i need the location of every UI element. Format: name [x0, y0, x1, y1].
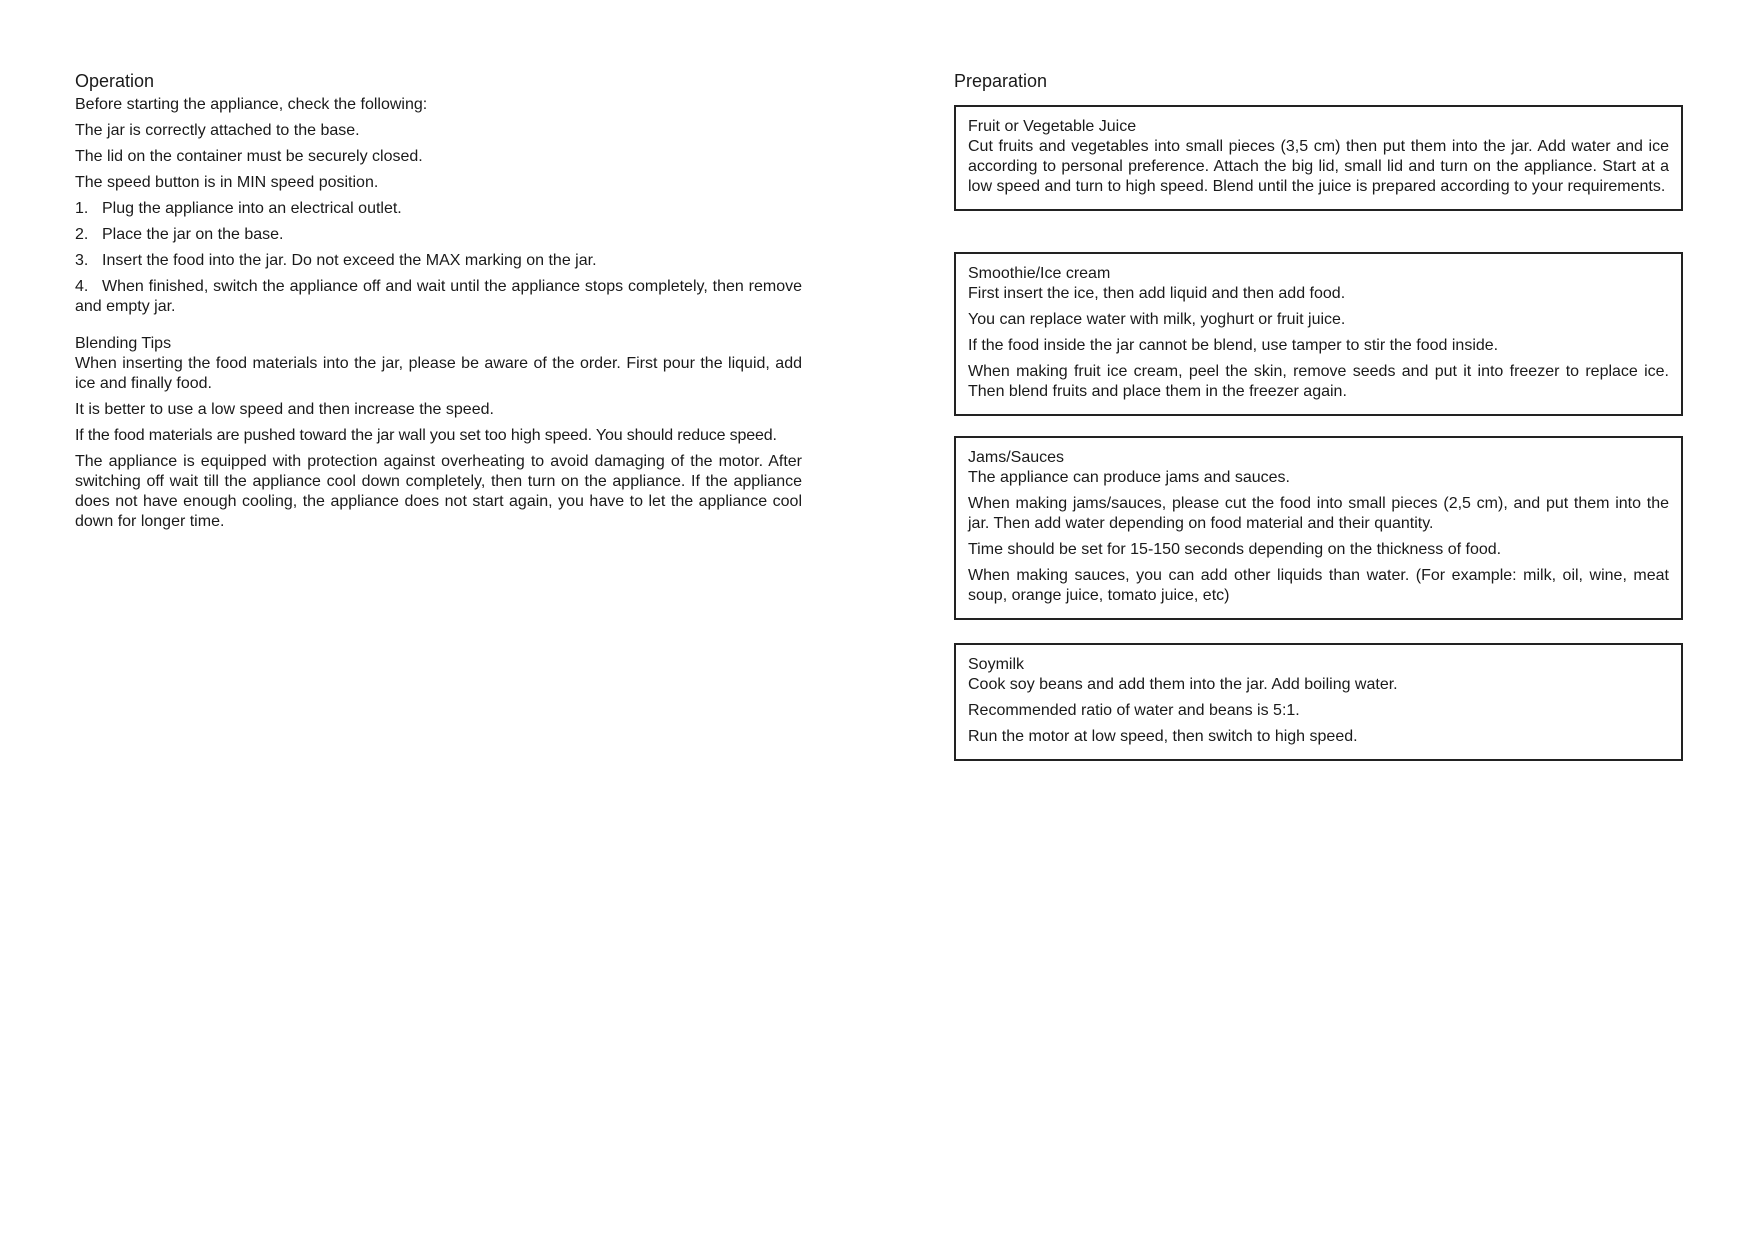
juice-box	[954, 105, 1683, 211]
step-item	[75, 277, 802, 317]
section-title: Fruit or Vegetable Juice	[968, 118, 1137, 135]
step-text: Place the jar on the base.	[102, 226, 284, 243]
section-paragraph: When making sauces, you can add other liquids than water. (For example: milk, oil, wine, meat soup, orange juice, tomato juice, etc)	[968, 567, 1669, 604]
step-item	[75, 225, 802, 245]
step-text: Insert the food into the jar. Do not exceed the MAX marking on the jar.	[102, 252, 597, 269]
tip-paragraph: When inserting the food materials into the jar, please be aware of the order. First pour the liquid, add ice and finally food.	[75, 355, 802, 392]
section-title: Soymilk	[968, 656, 1025, 673]
section-paragraph: Time should be set for 15-150 seconds depending on the thickness of food.	[968, 541, 1502, 558]
step-number: 4.	[75, 278, 89, 295]
operation-intro: Before starting the appliance, check the following:	[75, 96, 428, 113]
right-column	[954, 70, 1683, 745]
step-item	[75, 199, 802, 219]
section-paragraph: Cut fruits and vegetables into small pieces (3,5 cm) then put them into the jar. Add water and ice according to personal preference. Attach the big lid, small lid and turn on the appliance. Start at a low speed and turn to high speed. Blend until the juice is prepared according to your requirements.	[968, 138, 1669, 195]
tip-paragraph: If the food materials are pushed toward the jar wall you set too high speed. You should reduce speed.	[75, 427, 777, 444]
soymilk-box	[954, 643, 1683, 761]
step-text: Plug the appliance into an electrical outlet.	[102, 200, 402, 217]
blending-tips-section	[75, 334, 802, 532]
tip-paragraph: The appliance is equipped with protection against overheating to avoid damaging of the motor. After switching off wait till the appliance cool down completely, then turn on the appliance. If the appliance does not have enough cooling, the appliance does not start again, you have to let the appliance cool down for longer time.	[75, 453, 802, 530]
section-paragraph: Run the motor at low speed, then switch to high speed.	[968, 728, 1358, 745]
section-paragraph: First insert the ice, then add liquid and then add food.	[968, 285, 1346, 302]
operation-steps	[75, 199, 802, 317]
step-item	[75, 251, 802, 271]
step-number: 3.	[75, 252, 89, 269]
blending-tips-title: Blending Tips	[75, 335, 172, 352]
tip-paragraph: It is better to use a low speed and then increase the speed.	[75, 401, 494, 418]
preparation-title: Preparation	[954, 71, 1048, 91]
check-item: The jar is correctly attached to the base.	[75, 122, 360, 139]
jams-box	[954, 436, 1683, 620]
smoothie-box	[954, 252, 1683, 416]
section-paragraph: When making jams/sauces, please cut the food into small pieces (2,5 cm), and put them into the jar. Then add water depending on food material and their quantity.	[968, 495, 1669, 532]
check-item: The lid on the container must be securely closed.	[75, 148, 423, 165]
check-item: The speed button is in MIN speed position.	[75, 174, 379, 191]
section-paragraph: You can replace water with milk, yoghurt or fruit juice.	[968, 311, 1346, 328]
step-number: 2.	[75, 226, 89, 243]
section-paragraph: Cook soy beans and add them into the jar. Add boiling water.	[968, 676, 1398, 693]
section-paragraph: The appliance can produce jams and sauces.	[968, 469, 1290, 486]
section-title: Jams/Sauces	[968, 449, 1065, 466]
section-title: Smoothie/Ice cream	[968, 265, 1111, 282]
step-text: When finished, switch the appliance off and wait until the appliance stops completely, then remove and empty jar.	[75, 278, 802, 315]
section-paragraph: Recommended ratio of water and beans is 5:1.	[968, 702, 1300, 719]
operation-title: Operation	[75, 71, 155, 91]
section-paragraph: When making fruit ice cream, peel the skin, remove seeds and put it into freezer to replace ice. Then blend fruits and place them in the freezer again.	[968, 363, 1669, 400]
left-column	[75, 70, 802, 538]
step-number: 1.	[75, 200, 89, 217]
section-paragraph: If the food inside the jar cannot be blend, use tamper to stir the food inside.	[968, 337, 1499, 354]
